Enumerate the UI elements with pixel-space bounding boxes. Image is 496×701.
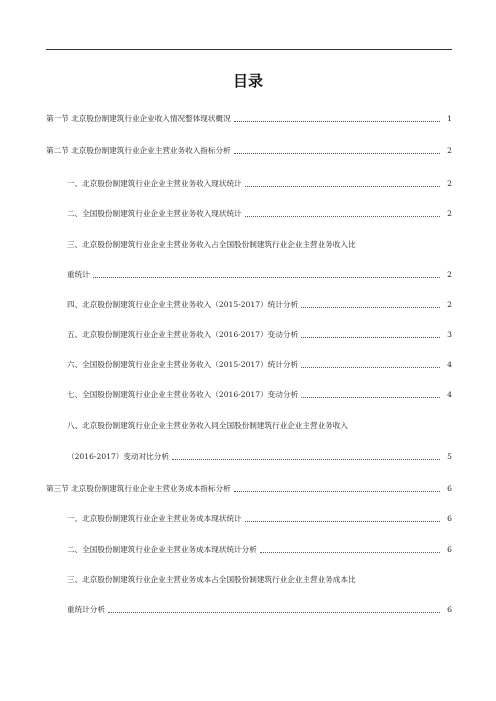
toc-page-number: 2 — [447, 179, 452, 189]
dot-leader — [172, 459, 440, 460]
toc-entry-text: 三、北京股份制建筑行业企业主营业务成本占全国股份制建筑行业企业主营业务成本比 — [67, 575, 356, 585]
toc-entry-text: （2016-2017）变动对比分析 — [67, 452, 169, 462]
toc-entry-text: 三、北京股份制建筑行业企业主营业务收入占全国股份制建筑行业企业主营业务收入比 — [67, 240, 356, 250]
toc-entry-2-8[interactable] — [67, 414, 452, 430]
toc-page-number: 2 — [447, 300, 452, 310]
toc-entry-2-7[interactable] — [67, 383, 452, 399]
toc-entry-3-1[interactable] — [67, 507, 452, 523]
dot-leader — [245, 521, 441, 522]
toc-page-number: 6 — [447, 484, 452, 494]
toc-entry-3-3[interactable] — [67, 568, 452, 584]
toc-entry-text: 二、全国股份制建筑行业企业主营业务收入现状统计 — [67, 209, 242, 219]
toc-entry-text: 五、北京股份制建筑行业企业主营业务收入（2016-2017）变动分析 — [67, 330, 299, 340]
toc-page-number: 2 — [447, 146, 452, 156]
page-title: 目录 — [232, 72, 263, 90]
toc-entry-text: 六、全国股份制建筑行业企业主营业务收入（2015-2017）统计分析 — [67, 360, 299, 370]
toc-entry-2-1[interactable] — [67, 172, 452, 188]
toc-entry-text: 四、北京股份制建筑行业企业主营业务收入（2015-2017）统计分析 — [67, 300, 299, 310]
dot-leader — [234, 153, 440, 154]
toc-entry-text: 七、全国股份制建筑行业企业主营业务收入（2016-2017）变动分析 — [67, 390, 299, 400]
dot-leader — [301, 397, 440, 398]
toc-entry-2-3[interactable] — [67, 233, 452, 249]
toc-entry-section-1[interactable] — [46, 107, 452, 123]
dot-leader — [260, 552, 440, 553]
dot-leader — [301, 337, 440, 338]
toc-page-number: 2 — [447, 209, 452, 219]
toc-entry-2-3-cont[interactable] — [67, 263, 452, 279]
dot-leader — [108, 612, 440, 613]
toc-entry-text: 第一节 北京股份制建筑行业企业收入情况整体现状概况 — [46, 114, 231, 124]
toc-entry-section-2[interactable] — [46, 139, 452, 155]
dot-leader — [245, 216, 441, 217]
toc-entry-section-3[interactable] — [46, 477, 452, 493]
toc-page-number: 4 — [447, 390, 452, 400]
toc-entry-text: 第三节 北京股份制建筑行业企业主营业务成本指标分析 — [46, 484, 231, 494]
toc-entry-2-4[interactable] — [67, 293, 452, 309]
toc-page-number: 4 — [447, 360, 452, 370]
toc-page-number: 6 — [447, 514, 452, 524]
dot-leader — [301, 307, 440, 308]
toc-entry-2-6[interactable] — [67, 353, 452, 369]
toc-entry-text: 重统计 — [67, 270, 90, 280]
toc-page-number: 2 — [447, 270, 452, 280]
dot-leader — [245, 186, 441, 187]
toc-entry-3-3-cont[interactable] — [67, 598, 452, 614]
dot-leader — [234, 491, 440, 492]
toc-entry-2-8-cont[interactable] — [67, 445, 452, 461]
toc-page-number: 1 — [447, 114, 452, 124]
toc-entry-text: 一、北京股份制建筑行业企业主营业务收入现状统计 — [67, 179, 242, 189]
dot-leader — [93, 277, 440, 278]
toc-entry-text: 重统计分析 — [67, 605, 105, 615]
toc-entry-3-2[interactable] — [67, 538, 452, 554]
dot-leader — [301, 367, 440, 368]
toc-entry-text: 八、北京股份制建筑行业企业主营业务收入同全国股份制建筑行业企业主营业务收入 — [67, 421, 348, 431]
toc-entry-text: 第二节 北京股份制建筑行业企业主营业务收入指标分析 — [46, 146, 231, 156]
toc-page-number: 5 — [447, 452, 452, 462]
toc-page-number: 3 — [447, 330, 452, 340]
toc-entry-text: 一、北京股份制建筑行业企业主营业务成本现状统计 — [67, 514, 242, 524]
header-rule — [46, 49, 452, 50]
toc-page-number: 6 — [447, 545, 452, 555]
toc-entry-2-5[interactable] — [67, 323, 452, 339]
toc-page-number: 6 — [447, 605, 452, 615]
toc-entry-2-2[interactable] — [67, 202, 452, 218]
dot-leader — [234, 121, 440, 122]
toc-entry-text: 二、全国股份制建筑行业企业主营业务成本现状统计分析 — [67, 545, 257, 555]
